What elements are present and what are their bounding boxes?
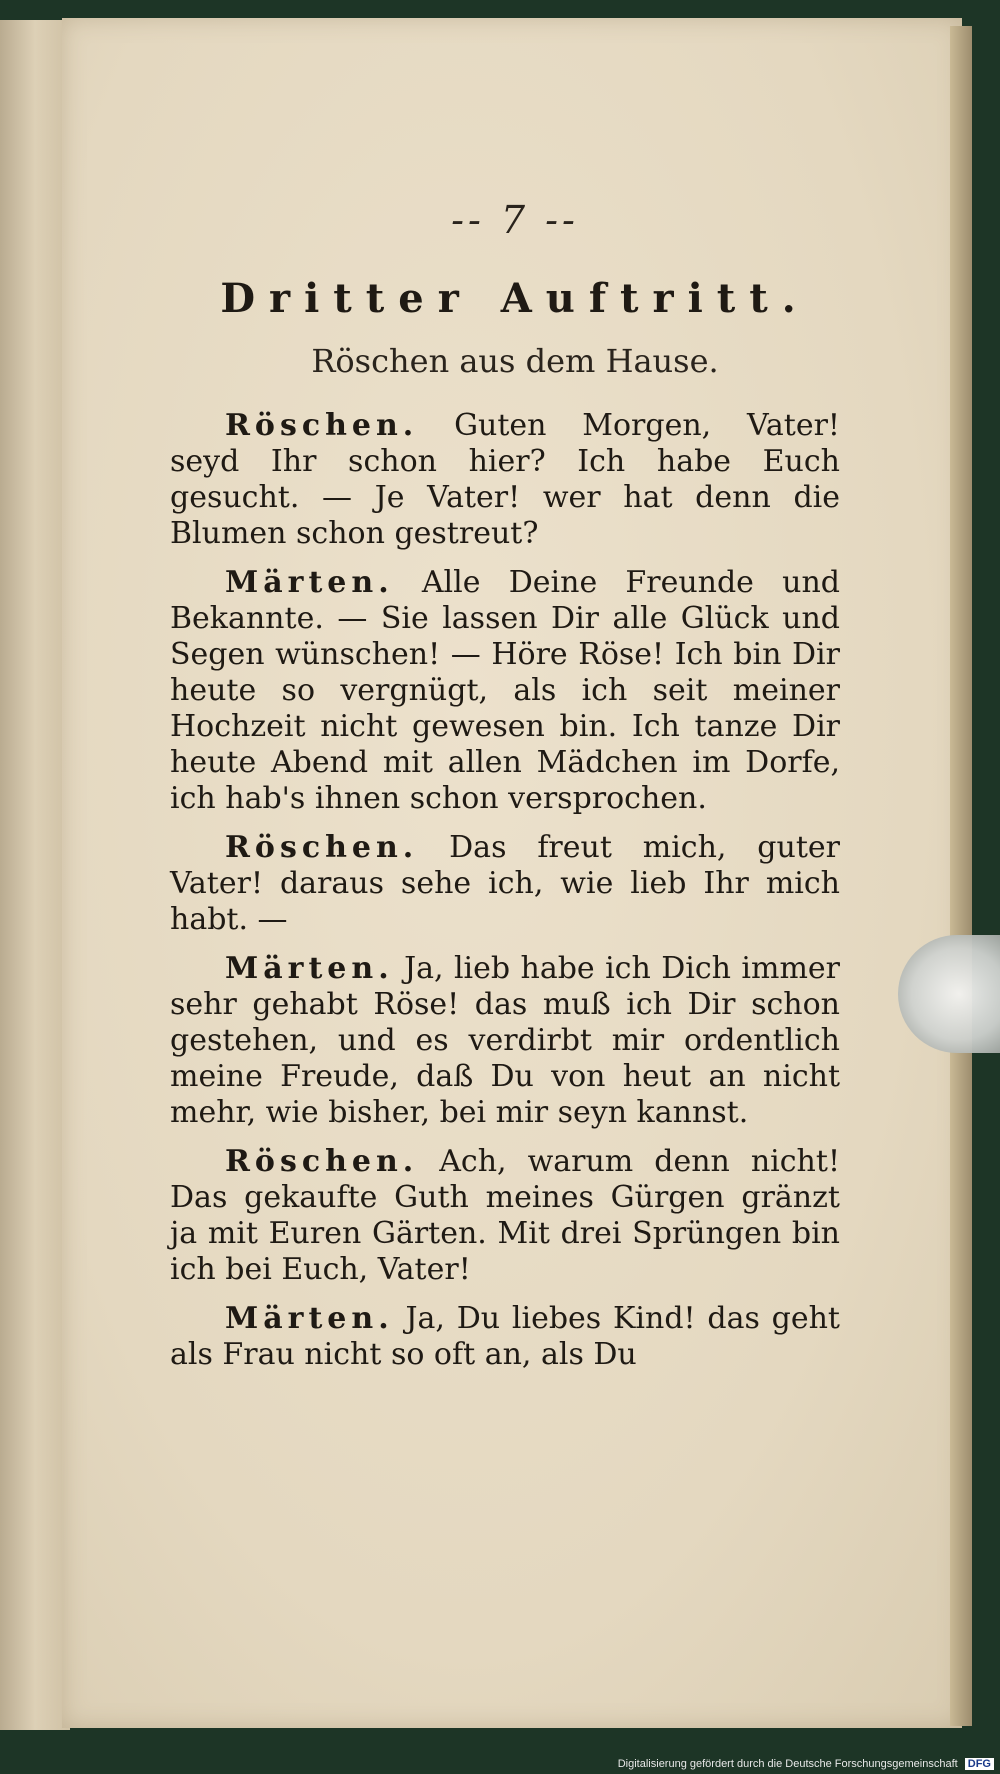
dialogue-text [170, 408, 840, 1386]
speaker-name: Röschen. [225, 1144, 419, 1179]
page-number: -- 7 -- [451, 198, 579, 242]
digitization-credit [618, 1758, 994, 1770]
dialogue-line: Guten Morgen, Vater! seyd Ihr schon hier? Ich habe Euch gesucht. — Je Vater! wer hat denn die Blumen schon gestreut? [170, 408, 840, 551]
stage-direction: Röschen aus dem Hause. [311, 342, 719, 380]
dialogue-paragraph [170, 830, 840, 938]
dialogue-paragraph [170, 1144, 840, 1288]
credit-text: Digitalisierung gefördert durch die Deutsche Forschungsgemeinschaft [617, 1758, 958, 1770]
dialogue-paragraph [170, 408, 840, 552]
dialogue-line: Das freut mich, guter Vater! daraus sehe ich, wie lieb Ihr mich habt. — [170, 830, 840, 937]
dialogue-line: Ja, Du liebes Kind! das geht als Frau nicht so oft an, als Du [170, 1301, 840, 1372]
speaker-name: Märten. [225, 565, 394, 600]
scene-title: Dritter Auftritt. [220, 275, 810, 322]
dialogue-paragraph [170, 565, 840, 817]
dialogue-line: Ja, lieb habe ich Dich immer sehr gehabt Röse! das muß ich Dir schon gestehen, und es verdirbt mir ordentlich meine Freude, daß Du von heut an nicht mehr, wie bisher, bei mir seyn kannst. [170, 951, 840, 1130]
left-page-edge [0, 20, 70, 1730]
right-page-edge [950, 26, 972, 1726]
dialogue-line: Ach, warum denn nicht! Das gekaufte Guth meines Gürgen gränzt ja mit Euren Gärten. Mit drei Sprüngen bin ich bei Euch, Vater! [170, 1144, 840, 1287]
dialogue-paragraph [170, 1301, 840, 1373]
dfg-logo: DFG [965, 1758, 994, 1770]
speaker-name: Röschen. [225, 830, 419, 865]
speaker-name: Röschen. [225, 408, 419, 443]
dialogue-line: Alle Deine Freunde und Bekannte. — Sie lassen Dir alle Glück und Segen wünschen! — Höre Röse! Ich bin Dir heute so vergnügt, als ich seit meiner Hochzeit nicht gewesen bin. Ich tanze Dir heute Abend mit allen Mädchen im Dorfe, ich hab's ihnen schon versprochen. [170, 565, 840, 816]
speaker-name: Märten. [225, 1301, 394, 1336]
dialogue-paragraph [170, 951, 840, 1131]
speaker-name: Märten. [225, 951, 394, 986]
